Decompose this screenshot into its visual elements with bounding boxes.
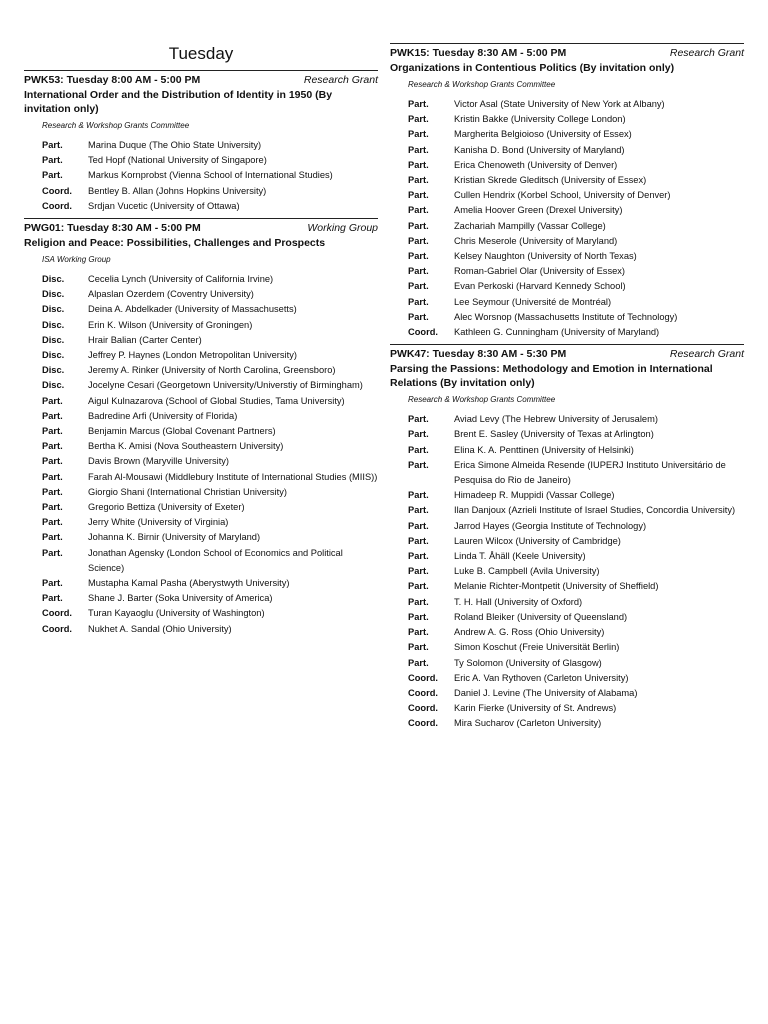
participant-row [390,656,744,671]
session-title: International Order and the Distribution of Identity in 1950 (By invitation only) [24,89,333,115]
participant-name: Kristian Skrede Gleditsch (University of Essex) [454,175,647,186]
participant-role: Part. [408,657,429,668]
participant-role: Part. [42,532,63,543]
participant-name: Ilan Danjoux (Azrieli Institute of Israel Studies, Concordia University) [454,505,736,516]
participant-role: Coord. [408,718,438,729]
participant-name: T. H. Hall (University of Oxford) [454,596,583,607]
participant-row [24,348,378,363]
participant-row [390,325,744,340]
participant-role: Part. [42,547,63,558]
session-title: Organizations in Contentious Politics (By invitation only) [390,62,675,74]
participant-name: Badredine Arfi (University of Florida) [88,410,238,421]
session-type: Research Grant [669,47,744,59]
participant-row [390,443,744,458]
participant-name: Gregorio Bettiza (University of Exeter) [88,502,245,513]
participant-name: Markus Kornprobst (Vienna School of International Studies) [88,170,333,181]
participant-row [390,549,744,564]
participant-role: Coord. [42,623,72,634]
session-block [24,218,378,637]
right-sessions [390,43,744,732]
session-sponsor: ISA Working Group [42,255,111,265]
participant-row [24,606,378,621]
participant-row [390,295,744,310]
session-code-time: PWK15: Tuesday 8:30 AM - 5:00 PM [390,47,567,59]
participant-name: Aviad Levy (The Hebrew University of Jerusalem) [454,414,658,425]
participant-role: Disc. [42,319,65,330]
participant-role: Part. [408,281,429,292]
participant-role: Part. [42,426,63,437]
participant-name: Hrair Balian (Carter Center) [88,334,202,345]
participant-name: Alec Worsnop (Massachusetts Institute of Technology) [454,311,678,322]
participant-role: Part. [42,170,63,181]
participant-name: Ted Hopf (National University of Singapore) [88,155,267,166]
participant-name: Mira Sucharov (Carleton University) [454,718,602,729]
participant-name: Victor Asal (State University of New York at Albany) [454,99,665,109]
participant-row [390,188,744,203]
session-title: Religion and Peace: Possibilities, Challenges and Prospects [24,237,326,250]
participant-role: Part. [408,490,429,501]
participant-row [390,519,744,534]
participant-name: Ty Solomon (University of Glasgow) [454,657,602,668]
participant-name: Andrew A. G. Ross (Ohio University) [454,627,605,638]
participant-row [390,234,744,249]
session-sponsor: Research & Workshop Grants Committee [42,121,190,130]
session-code-time: PWG01: Tuesday 8:30 AM - 5:00 PM [24,222,201,235]
participant-row [24,378,378,393]
participant-role: Part. [408,429,429,440]
participant-name: Aigul Kulnazarova (School of Global Studies, Tama University) [88,395,345,406]
participant-row [390,127,744,142]
participant-name: Chris Meserole (University of Maryland) [454,235,618,246]
session-code-time: PWK47: Tuesday 8:30 AM - 5:30 PM [390,348,567,361]
participant-name: Johanna K. Birnir (University of Maryland) [88,532,261,543]
participant-row [24,439,378,454]
participant-name: Lee Seymour (Université de Montréal) [454,296,612,307]
participant-row [24,576,378,591]
participant-role: Part. [42,593,63,604]
participant-row [390,249,744,264]
participant-role: Disc. [42,304,65,315]
participant-name: Cecelia Lynch (University of California Irvine) [88,274,274,285]
participant-row [24,530,378,545]
participant-role: Part. [42,471,63,482]
participant-role: Coord. [408,672,438,683]
participant-role: Part. [408,114,429,125]
participant-role: Part. [408,581,429,592]
participant-row [390,564,744,579]
participant-name: Benjamin Marcus (Global Covenant Partners) [88,426,276,437]
participant-name: Jeremy A. Rinker (University of North Carolina, Greensboro) [88,365,336,376]
participant-row [24,546,378,576]
participant-role: Part. [42,502,63,513]
participant-row [390,97,744,112]
session-sponsor: Research & Workshop Grants Committee [408,80,556,89]
participant-row [390,595,744,610]
day-title: Tuesday [168,44,234,63]
left-sessions [24,70,378,637]
participant-row [24,394,378,409]
participant-role: Coord. [408,327,438,338]
participant-role: Part. [42,486,63,497]
participant-name: Elina K. A. Penttinen (University of Helsinki) [454,444,634,455]
participant-row [390,427,744,442]
participant-role: Part. [42,155,63,166]
participant-name: Jarrod Hayes (Georgia Institute of Technology) [454,520,647,531]
participant-row [390,173,744,188]
participant-name: Margherita Belgioioso (University of Essex) [454,129,632,140]
participant-name: Farah Al-Mousawi (Middlebury Institute of International Studies (MIIS)) [88,471,378,482]
participant-name: Lauren Wilcox (University of Cambridge) [454,535,621,546]
participant-row [390,610,744,625]
participant-role: Disc. [42,289,65,300]
participant-row [24,184,378,199]
participant-role: Disc. [42,365,65,376]
participant-row [24,153,378,168]
participant-name: Jeffrey P. Haynes (London Metropolitan University) [88,350,297,361]
participant-row [390,112,744,127]
participant-name: Shane J. Barter (Soka University of America) [88,593,273,604]
participant-row [24,515,378,530]
session-header [390,348,744,361]
participant-role: Part. [408,627,429,638]
participant-row [24,470,378,485]
participant-row [24,333,378,348]
participant-row [24,199,378,214]
participant-role: Part. [408,551,429,562]
participant-name: Davis Brown (Maryville University) [88,456,230,467]
participant-role: Part. [408,459,429,470]
participant-role: Part. [408,505,429,516]
participant-row [24,272,378,287]
participant-row [24,500,378,515]
participant-role: Part. [42,441,63,452]
participant-role: Part. [42,517,63,528]
participant-row [390,143,744,158]
participant-role: Part. [408,190,429,201]
participant-role: Disc. [42,274,65,285]
participant-row [390,488,744,503]
participant-name: Brent E. Sasley (University of Texas at Arlington) [454,429,654,440]
participant-role: Part. [42,410,63,421]
session-sponsor: Research & Workshop Grants Committee [408,395,556,405]
participant-row [390,701,744,716]
participant-name: Himadeep R. Muppidi (Vassar College) [454,490,615,501]
participant-role: Part. [408,311,429,322]
participant-role: Part. [408,642,429,653]
participant-row [390,279,744,294]
participant-row [24,138,378,153]
participant-row [390,640,744,655]
participant-name: Marina Duque (The Ohio State University) [88,140,262,150]
participant-row [390,310,744,325]
participant-name: Evan Perkoski (Harvard Kennedy School) [454,281,626,292]
participant-role: Part. [408,296,429,307]
session-block [390,43,744,340]
participant-name: Bertha K. Amisi (Nova Southeastern University) [88,441,284,452]
session-type: Research Grant [303,74,378,86]
participant-name: Amelia Hoover Green (Drexel University) [454,205,623,216]
session-header [24,74,378,87]
participant-name: Jonathan Agensky (London School of Economics and Political Science) [88,547,343,573]
session-code-time: PWK53: Tuesday 8:00 AM - 5:00 PM [24,74,201,86]
participant-role: Part. [408,159,429,170]
participant-row [390,579,744,594]
participant-row [390,203,744,218]
participant-name: Melanie Richter-Montpetit (University of Sheffield) [454,581,659,592]
participant-role: Coord. [408,703,438,714]
participant-row [24,363,378,378]
participant-role: Part. [408,144,429,155]
participant-role: Coord. [42,608,72,619]
participant-row [24,591,378,606]
participant-row [24,424,378,439]
participant-role: Part. [408,251,429,262]
participant-role: Disc. [42,334,65,345]
participant-name: Erin K. Wilson (University of Groningen) [88,319,253,330]
participant-role: Part. [408,235,429,246]
participant-row [390,503,744,518]
participant-role: Part. [408,520,429,531]
participant-role: Coord. [408,687,438,698]
participant-name: Deina A. Abdelkader (University of Massachusetts) [88,304,297,315]
participant-name: Nukhet A. Sandal (Ohio University) [88,623,232,634]
participant-row [390,671,744,686]
participant-role: Coord. [42,185,72,196]
participant-row [390,625,744,640]
participant-name: Zachariah Mampilly (Vassar College) [454,220,606,231]
participant-name: Erica Chenoweth (University of Denver) [454,159,618,170]
participant-role: Part. [408,414,429,425]
session-title: Parsing the Passions: Methodology and Emotion in International Relations (By invitation only) [390,363,713,390]
participant-name: Luke B. Campbell (Avila University) [454,566,600,577]
participant-name: Cullen Hendrix (Korbel School, University of Denver) [454,190,671,201]
participant-role: Part. [408,596,429,607]
participant-role: Part. [408,220,429,231]
participant-role: Part. [408,266,429,277]
participant-name: Kristin Bakke (University College London) [454,114,626,125]
participant-role: Disc. [42,350,65,361]
participant-row [390,264,744,279]
participant-row [24,287,378,302]
participant-role: Part. [408,175,429,186]
participant-row [390,686,744,701]
participant-row [390,219,744,234]
participant-name: Jocelyne Cesari (Georgetown University/Universtiy of Birmingham) [88,380,363,391]
participant-row [24,168,378,183]
participant-row [390,158,744,173]
session-type: Research Grant [669,348,744,361]
participant-role: Part. [42,578,63,589]
participant-role: Part. [408,129,429,140]
participant-name: Srdjan Vucetic (University of Ottawa) [88,200,240,211]
participant-role: Part. [408,444,429,455]
participant-row [24,302,378,317]
participant-role: Part. [408,535,429,546]
participant-role: Disc. [42,380,65,391]
participant-role: Part. [42,395,63,406]
participant-row [390,412,744,427]
participant-name: Alpaslan Ozerdem (Coventry University) [88,289,254,300]
participant-name: Daniel J. Levine (The University of Alabama) [454,687,638,698]
right-column [390,0,744,736]
participant-name: Turan Kayaoglu (University of Washington) [88,608,265,619]
participant-role: Part. [408,205,429,216]
participant-name: Kanisha D. Bond (University of Maryland) [454,144,625,155]
participant-name: Bentley B. Allan (Johns Hopkins University) [88,185,267,196]
participant-name: Kelsey Naughton (University of North Texas) [454,251,637,262]
participant-role: Part. [408,611,429,622]
participant-row [24,622,378,637]
participant-name: Simon Koschut (Freie Universität Berlin) [454,642,620,653]
participant-name: Jerry White (University of Virginia) [88,517,229,528]
participant-name: Karin Fierke (University of St. Andrews) [454,703,617,714]
participant-row [24,318,378,333]
participant-role: Part. [42,140,63,150]
session-header [24,222,378,235]
left-column [24,0,378,641]
participant-role: Part. [408,566,429,577]
participant-role: Part. [408,99,429,109]
participant-name: Giorgio Shani (International Christian University) [88,486,287,497]
session-header [390,47,744,60]
participant-name: Roman-Gabriel Olar (University of Essex) [454,266,626,277]
participant-name: Erica Simone Almeida Resende (IUPERJ Instituto Universitário de Pesquisa do Rio de Janeiro) [454,459,726,486]
participant-name: Linda T. Åhäll (Keele University) [454,551,586,562]
participant-name: Mustapha Kamal Pasha (Aberystwyth University) [88,578,290,589]
session-type: Working Group [307,222,378,235]
participant-name: Kathleen G. Cunningham (University of Maryland) [454,327,660,338]
participant-row [24,409,378,424]
session-block [390,344,744,731]
participant-row [24,485,378,500]
participant-name: Eric A. Van Rythoven (Carleton University) [454,672,629,683]
participant-row [390,458,744,488]
participant-name: Roland Bleiker (University of Queensland) [454,611,628,622]
participant-role: Coord. [42,200,72,211]
session-block [24,70,378,214]
participant-row [24,454,378,469]
participant-role: Part. [42,456,63,467]
participant-row [390,716,744,731]
participant-row [390,534,744,549]
